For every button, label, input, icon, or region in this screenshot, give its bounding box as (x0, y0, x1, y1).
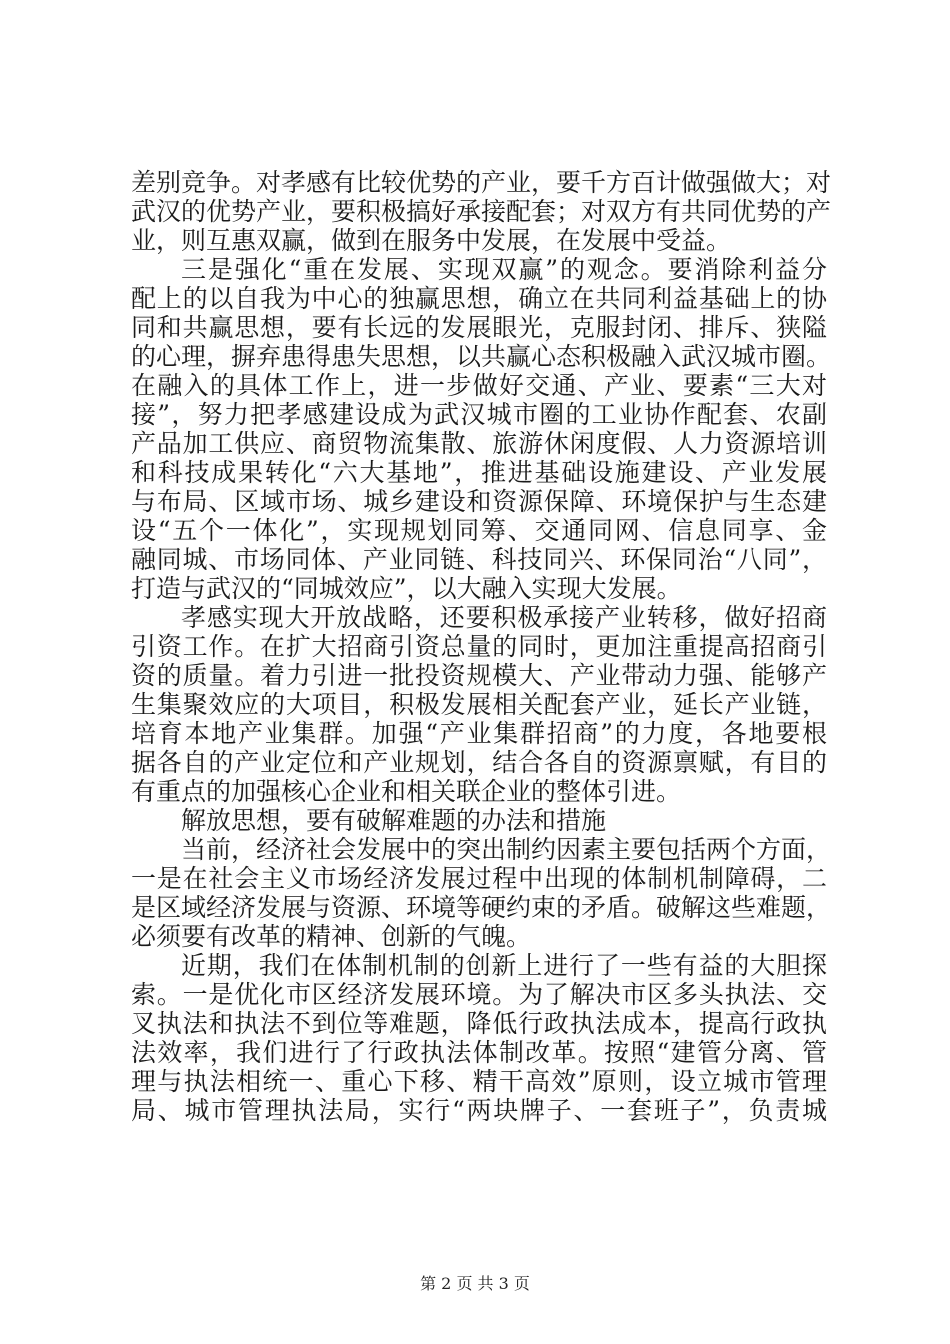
text-line: 打造与武汉的“同城效应”，以大融入实现大发展。 (131, 574, 682, 603)
text-line: 是区域经济发展与资源、环境等硬约束的矛盾。破解这些难题， (131, 893, 832, 922)
section-heading: 解放思想，要有破解难题的办法和措施 (181, 806, 607, 835)
text-line: 法效率，我们进行了行政执法体制改革。按照“建管分离、管 (131, 1038, 827, 1067)
text-line: 生集聚效应的大项目，积极发展相关配套产业，延长产业链， (131, 690, 827, 719)
text-line: 必须要有改革的精神、创新的气魄。 (131, 922, 532, 951)
text-line: 业，则互惠双赢，做到在服务中发展，在发展中受益。 (131, 226, 732, 255)
text-line: 在融入的具体工作上，进一步做好交通、产业、要素“三大对 (131, 371, 827, 400)
text-line: 的心理，摒弃患得患失思想，以共赢心态积极融入武汉城市圈。 (131, 342, 832, 371)
text-line: 索。一是优化市区经济发展环境。为了解决市区多头执法、交 (131, 980, 827, 1009)
text-line: 理与执法相统一、重心下移、精干高效”原则，设立城市管理 (131, 1067, 827, 1096)
text-line: 叉执法和执法不到位等难题，降低行政执法成本，提高行政执 (131, 1009, 827, 1038)
text-line: 局、城市管理执法局，实行“两块牌子、一套班子”，负责城 (131, 1096, 827, 1125)
paragraph-start-line: 近期，我们在体制机制的创新上进行了一些有益的大胆探 (181, 951, 827, 980)
text-line: 武汉的优势产业，要积极搞好承接配套；对双方有共同优势的产 (131, 197, 832, 226)
paragraph-start-line: 三是强化“重在发展、实现双赢”的观念。要消除利益分 (181, 255, 827, 284)
paragraph-start-line: 孝感实现大开放战略，还要积极承接产业转移，做好招商 (181, 603, 827, 632)
page-number-footer: 第 2 页 共 3 页 (420, 1274, 530, 1293)
text-line: 接”，努力把孝感建设成为武汉城市圈的工业协作配套、农副 (131, 400, 827, 429)
text-line: 有重点的加强核心企业和相关联企业的整体引进。 (131, 777, 682, 806)
text-line: 融同城、市场同体、产业同链、科技同兴、环保同治“八同”， (131, 545, 827, 574)
text-line: 配上的以自我为中心的独赢思想，确立在共同利益基础上的协 (131, 284, 827, 313)
text-line: 和科技成果转化“六大基地”，推进基础设施建设、产业发展 (131, 458, 827, 487)
text-line: 资的质量。着力引进一批投资规模大、产业带动力强、能够产 (131, 661, 827, 690)
text-line: 产品加工供应、商贸物流集散、旅游休闲度假、人力资源培训 (131, 429, 827, 458)
paragraph-start-line: 当前，经济社会发展中的突出制约因素主要包括两个方面， (181, 835, 832, 864)
body-text (131, 168, 832, 1125)
text-line: 设“五个一体化”，实现规划同筹、交通同网、信息同享、金 (131, 516, 827, 545)
text-line: 引资工作。在扩大招商引资总量的同时，更加注重提高招商引 (131, 632, 827, 661)
text-line: 差别竞争。对孝感有比较优势的产业，要千方百计做强做大；对 (131, 168, 832, 197)
text-line: 与布局、区域市场、城乡建设和资源保障、环境保护与生态建 (131, 487, 827, 516)
text-line: 同和共赢思想，要有长远的发展眼光，克服封闭、排斥、狭隘 (131, 313, 827, 342)
text-line: 培育本地产业集群。加强“产业集群招商”的力度，各地要根 (131, 719, 827, 748)
text-line: 一是在社会主义市场经济发展过程中出现的体制机制障碍，二 (131, 864, 827, 893)
text-line: 据各自的产业定位和产业规划，结合各自的资源禀赋，有目的 (131, 748, 827, 777)
